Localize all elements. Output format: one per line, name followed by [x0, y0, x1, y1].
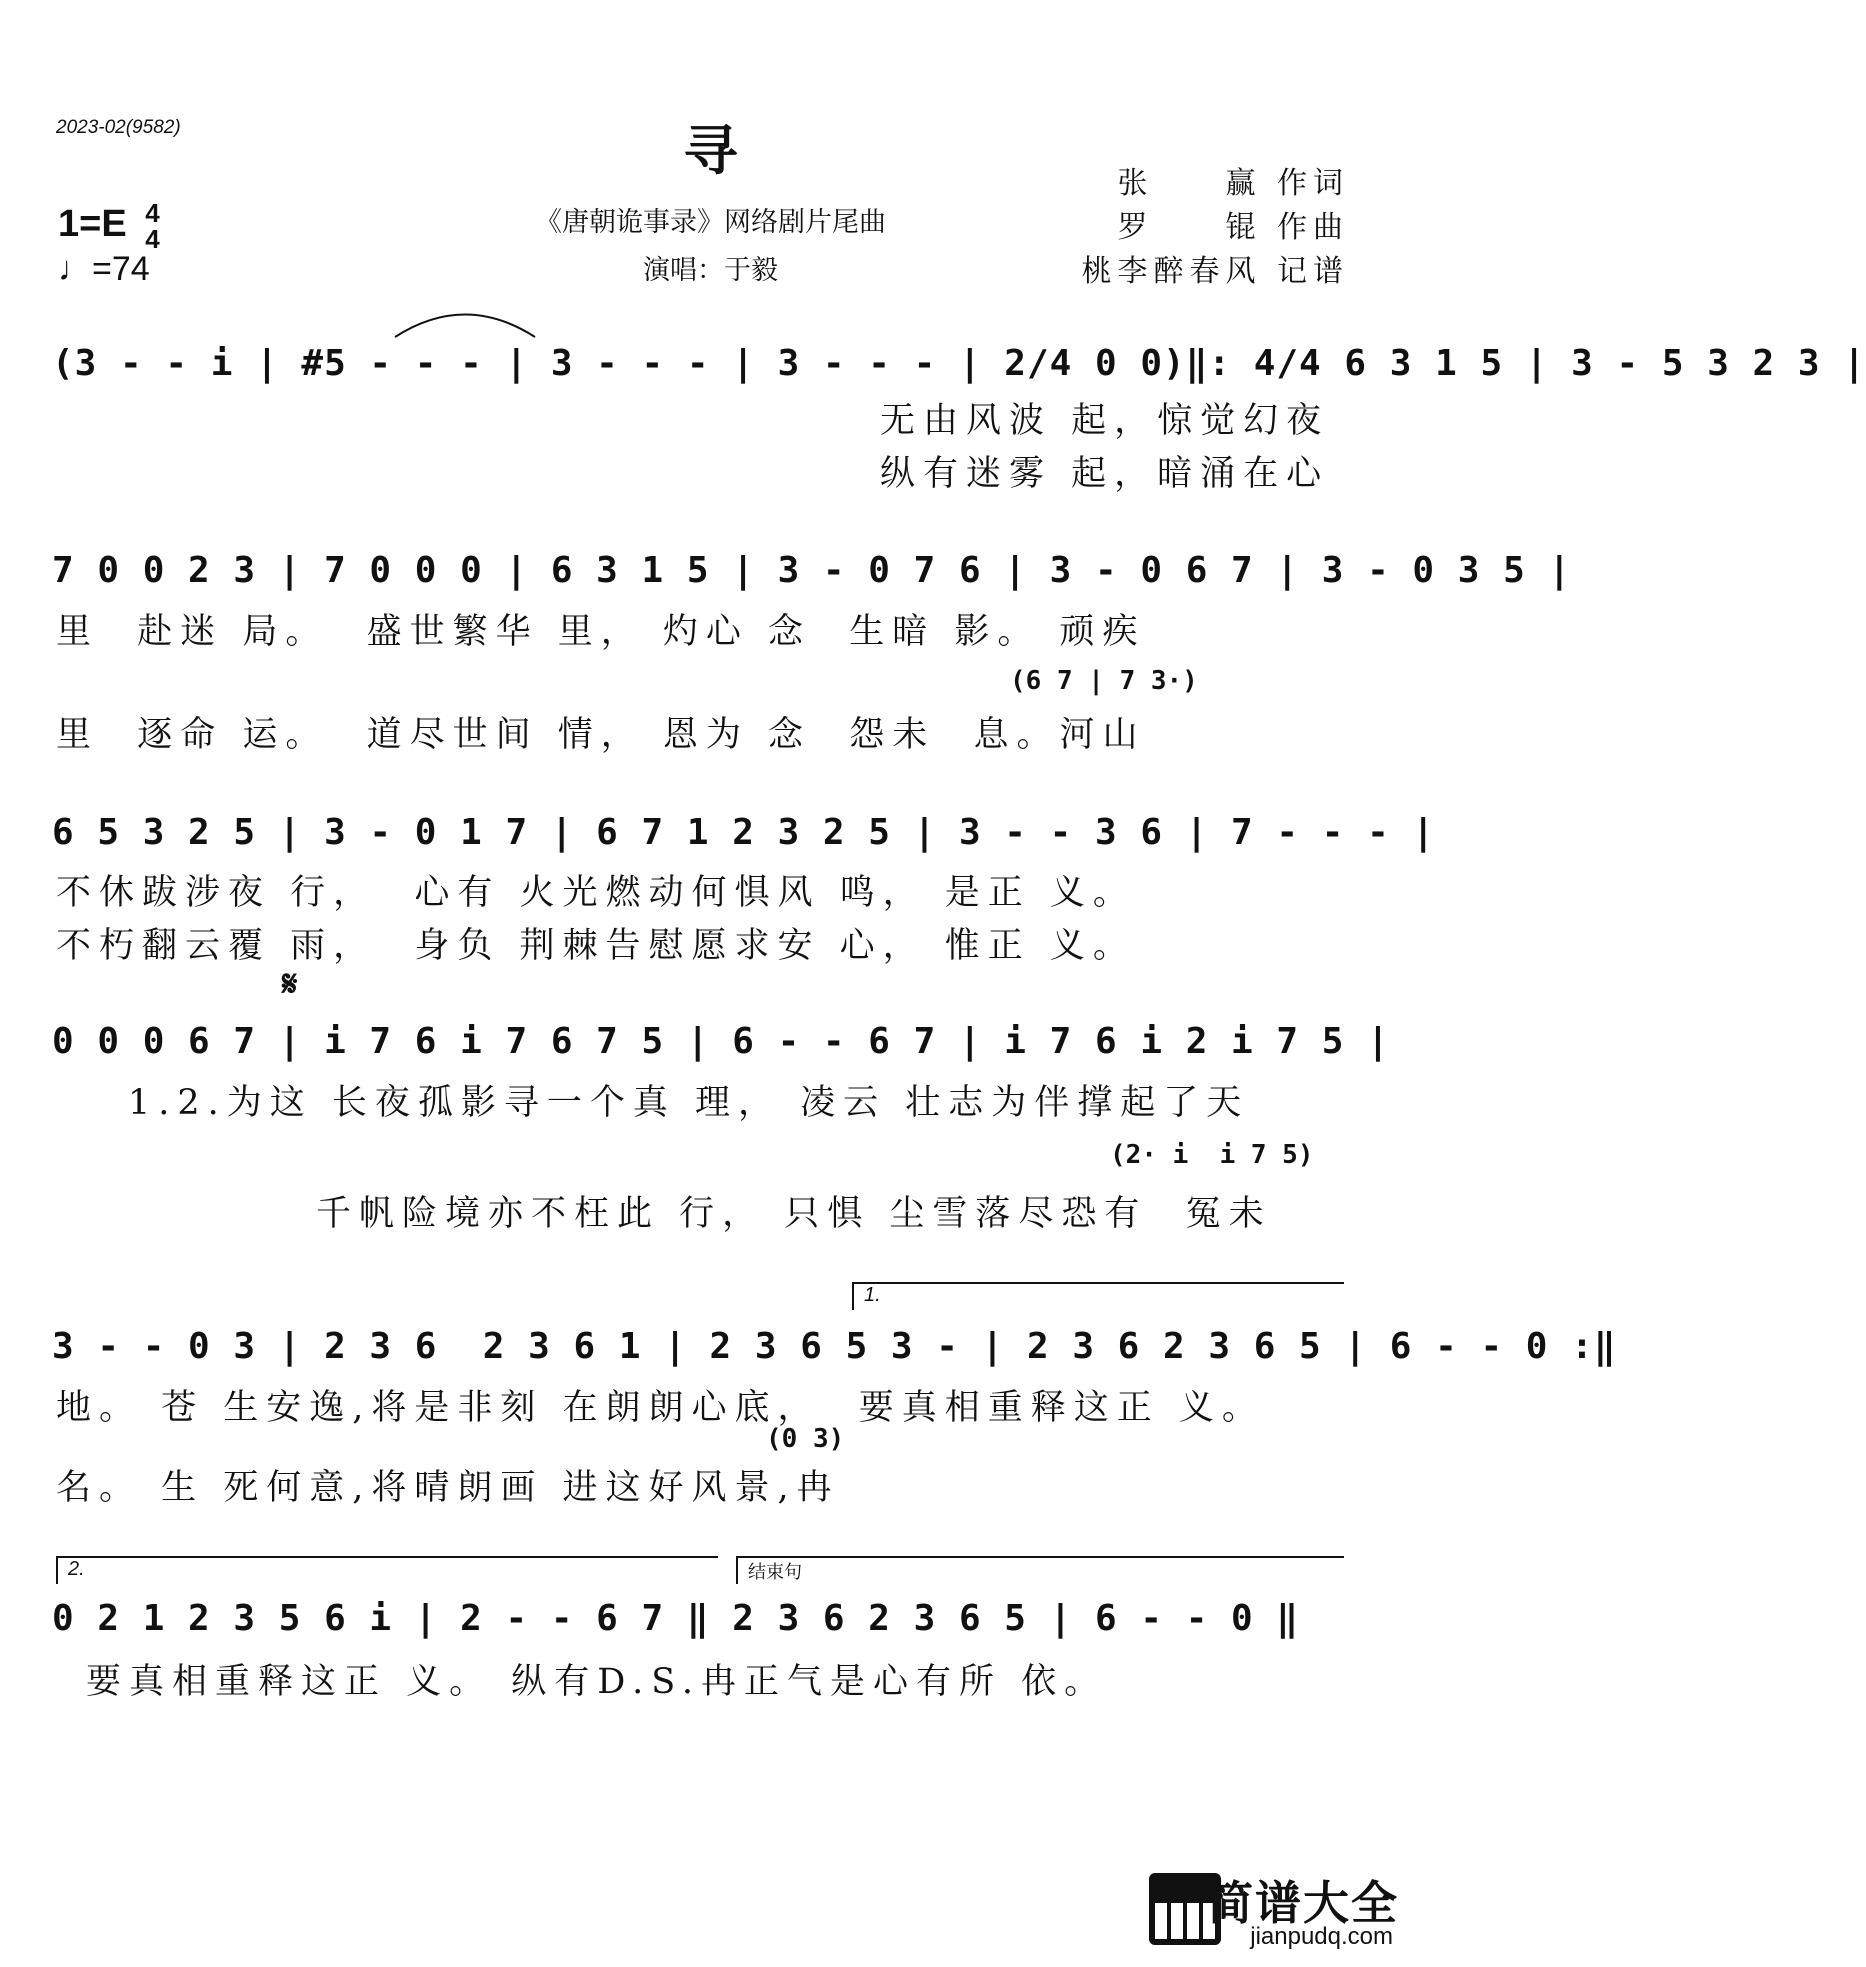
second-ending-bracket [56, 1556, 718, 1584]
singer-credit: 演唱：于毅 [643, 255, 778, 286]
slur-line-1 [390, 302, 540, 342]
first-ending-bracket [852, 1282, 1344, 1310]
score-line-4-lyric-1: 1.2.为这 长夜孤影寻一个真 理， 凌云 壮志为伴撑起了天 [128, 1083, 1250, 1123]
composer-credit: 罗 锟 作曲 [1117, 210, 1349, 245]
tempo-mark: ♩=74 [58, 250, 150, 288]
score-line-3-lyric-2: 不朽翻云覆 雨， 身负 荆棘告慰愿求安 心， 惟正 义。 [56, 926, 1136, 966]
time-signature [145, 200, 159, 252]
score-line-1-notes: (3 - - i | #5 - - - | 3 - - - | 3 - - - | 2/4 0 0)‖: 4/4 6 3 1 5 | 3 - 5 3 2 3 | [52, 343, 1866, 384]
score-line-2-notes: 7 0 0 2 3 | 7 0 0 0 | 6 3 1 5 | 3 - 0 7 6 | 3 - 0 6 7 | 3 - 0 3 5 | [52, 550, 1572, 591]
lyricist-credit: 张 赢 作词 [1117, 166, 1349, 201]
score-line-4-notes: 0 0 0 6 7 | i 7 6 i 7 6 7 5 | 6 - - 6 7 | i 7 6 i 2 i 7 5 | [52, 1021, 1390, 1062]
time-top: 4 [145, 198, 160, 228]
score-code: 2023-02(9582) [56, 117, 181, 138]
key-signature [58, 200, 160, 252]
score-line-5-alternate: (0 3) [766, 1424, 845, 1454]
score-line-2-lyric-1: 里 赴迷 局。 盛世繁华 里， 灼心 念 生暗 影。 顽疾 [56, 612, 1146, 652]
score-line-1-lyric-2: 纵有迷雾 起，暗涌在心 [880, 454, 1330, 494]
score-line-6-lyric-1: 要真相重释这正 义。 纵有D.S.冉正气是心有所 依。 [86, 1662, 1108, 1702]
coda-label: 结束句 [748, 1562, 802, 1583]
score-line-4-lyric-2: 千帆险境亦不枉此 行， 只惧 尘雪落尽恐有 冤未 [316, 1194, 1272, 1234]
score-line-4-alternate: (2· i i 7 5) [1110, 1140, 1314, 1170]
second-ending-label: 2. [68, 1558, 85, 1580]
time-bottom: 4 [145, 224, 160, 254]
score-line-2-lyric-2: 里 逐命 运。 道尽世间 情， 恩为 念 怨未 息。河山 [56, 715, 1146, 755]
transcriber-credit: 桃李醉春风 记谱 [1081, 254, 1349, 289]
coda-bracket [736, 1556, 1344, 1584]
score-line-2-alternate: (6 7 | 7 3·) [1010, 666, 1198, 696]
song-subtitle: 《唐朝诡事录》网络剧片尾曲 [535, 207, 886, 238]
score-line-3-lyric-1: 不休跋涉夜 行， 心有 火光燃动何惧风 鸣， 是正 义。 [56, 873, 1136, 913]
segno-sign: 𝄋 [282, 964, 298, 1005]
site-logo [1149, 1865, 1399, 1953]
score-line-5-notes: 3 - - 0 3 | 2 3 6 2 3 6 1 | 2 3 6 5 3 - | 2 3 6 2 3 6 5 | 6 - - 0 :‖ [52, 1326, 1617, 1367]
score-line-1-lyric-1: 无由风波 起，惊觉幻夜 [880, 401, 1330, 441]
first-ending-label: 1. [864, 1284, 881, 1306]
site-url: jianpudq.com [1250, 1923, 1393, 1950]
score-line-5-lyric-1: 地。 苍 生安逸,将是非刻 在朗朗心底， 要真相重释这正 义。 [56, 1388, 1265, 1428]
song-title: 寻 [683, 119, 738, 182]
score-line-3-notes: 6 5 3 2 5 | 3 - 0 1 7 | 6 7 1 2 3 2 5 | 3 - - 3 6 | 7 - - - | [52, 812, 1436, 853]
site-name: 简谱大全 [1207, 1876, 1399, 1930]
score-line-5-lyric-2: 名。 生 死何意,将晴朗画 进这好风景,冉 [56, 1468, 840, 1508]
key-label: 1=E [58, 203, 127, 246]
score-line-6-notes: 0 2 1 2 3 5 6 i | 2 - - 6 7 ‖ 2 3 6 2 3 6 5 | 6 - - 0 ‖ [52, 1598, 1300, 1639]
